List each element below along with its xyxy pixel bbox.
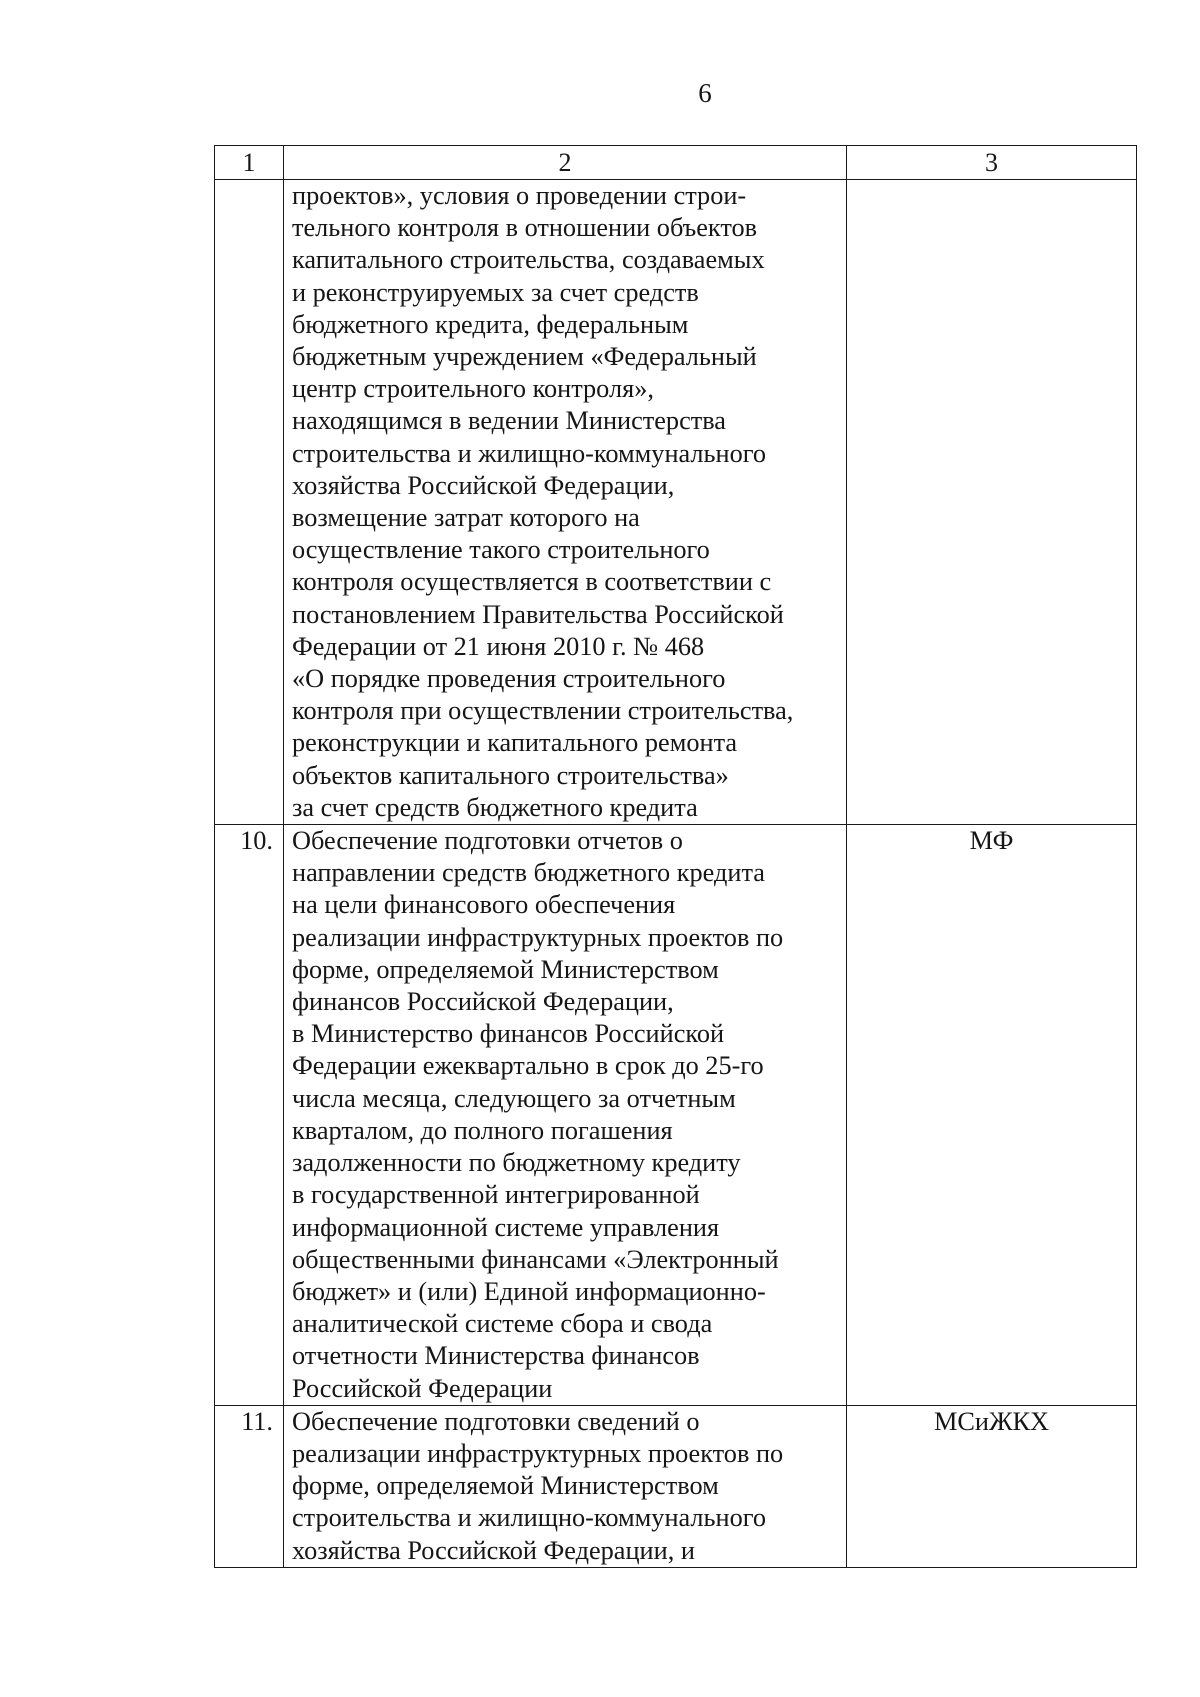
description-line: в Министерство финансов Российской <box>292 1019 725 1049</box>
description-line: на цели финансового обеспечения <box>292 890 676 920</box>
description-line: бюджетным учреждением «Федеральный <box>292 342 757 372</box>
description-line: Обеспечение подготовки отчетов о <box>292 826 683 856</box>
table-header-row <box>215 146 1137 180</box>
description-line: задолженности по бюджетному кредиту <box>292 1148 741 1178</box>
description-line: строительства и жилищно-коммунального <box>292 438 767 468</box>
description-line: находящимся в ведении Министерства <box>292 406 726 436</box>
description-line: финансов Российской Федерации, <box>292 987 674 1017</box>
description-line: контроля при осуществлении строительства, <box>292 696 794 726</box>
page-number: 6 <box>698 78 712 108</box>
row-responsible <box>847 180 1137 825</box>
description-line: и реконструируемых за счет средств <box>292 277 699 307</box>
description-line: в государственной интегрированной <box>292 1180 700 1210</box>
description-line: контроля осуществляется в соответствии с <box>292 567 772 597</box>
description-line: Российской Федерации <box>292 1373 553 1403</box>
description-line: хозяйства Российской Федерации, и <box>292 1535 695 1565</box>
row-responsible: МСиЖКХ <box>847 1405 1137 1567</box>
description-line: тельного контроля в отношении объектов <box>292 213 758 243</box>
description-line: Федерации от 21 июня 2010 г. № 468 <box>292 631 705 661</box>
description-line: хозяйства Российской Федерации, <box>292 470 675 500</box>
row-number: 11. <box>215 1405 284 1567</box>
row-description <box>284 1405 847 1567</box>
description-line: общественными финансами «Электронный <box>292 1244 779 1274</box>
row-description <box>284 825 847 1406</box>
description-line: аналитической системе сбора и свода <box>292 1309 713 1339</box>
row-description <box>284 180 847 825</box>
description-line: числа месяца, следующего за отчетным <box>292 1083 736 1113</box>
description-line: форме, определяемой Министерством <box>292 954 719 984</box>
description-line: за счет средств бюджетного кредита <box>292 792 698 822</box>
row-responsible: МФ <box>847 825 1137 1406</box>
description-line: центр строительного контроля», <box>292 374 654 404</box>
description-line: проектов», условия о проведении строи- <box>292 181 747 210</box>
description-line: реконструкции и капитального ремонта <box>292 728 738 758</box>
header-col-1: 1 <box>215 146 284 180</box>
measures-table <box>214 145 1137 1568</box>
table-row-continued <box>215 180 1137 825</box>
description-line: «О порядке проведения строительного <box>292 664 726 694</box>
description-line: постановлением Правительства Российской <box>292 599 784 629</box>
description-line: реализации инфраструктурных проектов по <box>292 1438 784 1468</box>
row-number: 10. <box>215 825 284 1406</box>
description-line: отчетности Министерства финансов <box>292 1341 700 1371</box>
description-line: строительства и жилищно-коммунального <box>292 1503 767 1533</box>
description-line: бюджетного кредита, федеральным <box>292 309 689 339</box>
description-line: осуществление такого строительного <box>292 535 710 565</box>
description-line: бюджет» и (или) Единой информационно- <box>292 1276 766 1306</box>
row-number <box>215 180 284 825</box>
description-line: кварталом, до полного погашения <box>292 1115 673 1145</box>
description-line: форме, определяемой Министерством <box>292 1471 719 1501</box>
header-col-2: 2 <box>284 146 847 180</box>
table-row-11 <box>215 1405 1137 1567</box>
description-line: реализации инфраструктурных проектов по <box>292 922 784 952</box>
header-col-3: 3 <box>847 146 1137 180</box>
description-line: информационной системе управления <box>292 1212 720 1242</box>
table-row-10 <box>215 825 1137 1406</box>
description-line: Обеспечение подготовки сведений о <box>292 1406 700 1436</box>
description-line: капитального строительства, создаваемых <box>292 245 765 275</box>
description-line: объектов капитального строительства» <box>292 760 729 790</box>
description-line: возмещение затрат которого на <box>292 503 640 533</box>
description-line: Федерации ежеквартально в срок до 25-го <box>292 1051 764 1081</box>
description-line: направлении средств бюджетного кредита <box>292 858 765 888</box>
